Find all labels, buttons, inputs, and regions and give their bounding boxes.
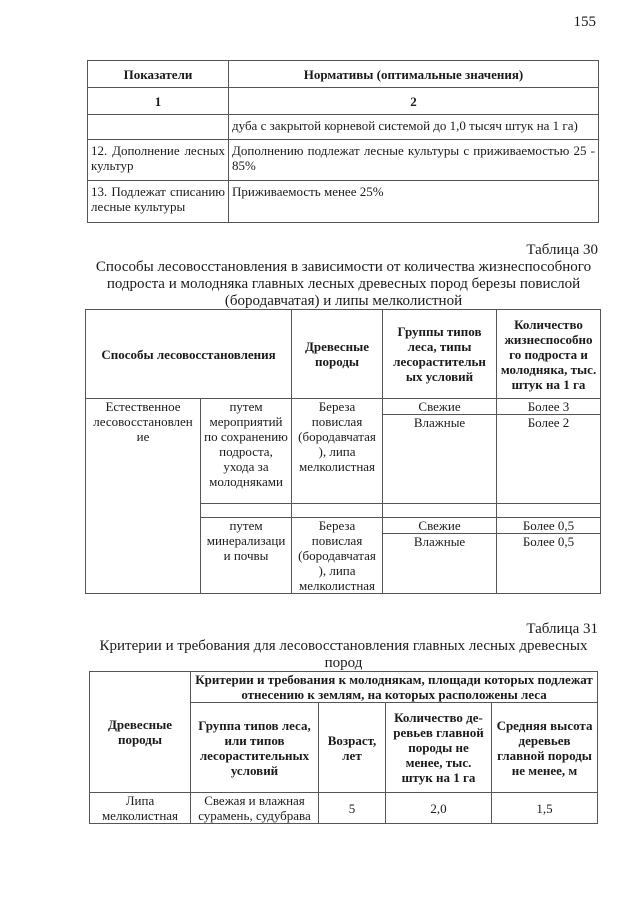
page-number: 155 [573, 14, 596, 30]
method-main-cell: Естественное лесовосстановлен ие [86, 399, 201, 594]
empty-cell [383, 504, 497, 518]
table31-label: Таблица 31 [526, 621, 598, 637]
indicator-cell: 13. Подлежат списанию лесные культуры [88, 181, 229, 223]
empty-cell [201, 504, 292, 518]
table31 [89, 671, 598, 824]
quantity-cell: Более 0,5 [497, 534, 601, 594]
header-species: Древесные породы [292, 310, 383, 399]
table31-title: Критерии и требования для лесовосстановления главных лесных древесных пород [99, 638, 588, 671]
submethod-cell: путем мероприятий по сохранению подроста, ухода за молодняками [201, 399, 292, 504]
header-age: Возраст, лет [319, 703, 386, 793]
header-indicators: Показатели [88, 61, 229, 88]
table-row [88, 115, 599, 140]
table30 [85, 309, 601, 594]
column-numbers-row [88, 88, 599, 115]
empty-cell [292, 504, 383, 518]
condition-cell: Влажные [383, 534, 497, 594]
header-avg-height: Средняя высота деревьев главной породы не менее, м [492, 703, 598, 793]
age-cell: 5 [319, 793, 386, 824]
header-forest-types: Группы типов леса, типы лесорастительн ых условий [383, 310, 497, 399]
column-number-2: 2 [229, 88, 599, 115]
condition-cell: Влажные [383, 415, 497, 504]
table-row [90, 793, 598, 824]
table-header-row [90, 672, 598, 703]
norm-cell: Дополнению подлежат лесные культуры с приживаемостью 25 - 85% [229, 140, 599, 181]
tree-count-cell: 2,0 [386, 793, 492, 824]
indicator-cell: 12. Дополнение лесных культур [88, 140, 229, 181]
table30-label: Таблица 30 [526, 242, 598, 258]
species-cell: Липа мелколистная [90, 793, 191, 824]
header-species: Древесные породы [90, 672, 191, 793]
indicator-cell [88, 115, 229, 140]
condition-cell: Свежие [383, 518, 497, 534]
table-row [88, 181, 599, 223]
norms-table-continued [87, 60, 599, 223]
header-tree-count: Количество де- ревьев главной породы не менее, тыс. штук на 1 га [386, 703, 492, 793]
species-cell: Береза повислая (бородавчатая ), липа мелколистная [292, 399, 383, 504]
forest-type-cell: Свежая и влажная сурамень, судубрава [191, 793, 319, 824]
quantity-cell: Более 0,5 [497, 518, 601, 534]
empty-cell [497, 504, 601, 518]
condition-cell: Свежие [383, 399, 497, 415]
submethod-cell: путем минерализаци и почвы [201, 518, 292, 594]
quantity-cell: Более 3 [497, 399, 601, 415]
table-header-row [88, 61, 599, 88]
header-quantity: Количество жизнеспособно го подроста и молодняка, тыс. штук на 1 га [497, 310, 601, 399]
header-norms: Нормативы (оптимальные значения) [229, 61, 599, 88]
avg-height-cell: 1,5 [492, 793, 598, 824]
header-criteria-group: Критерии и требования к молоднякам, площади которых подлежат отнесению к землям, на которых расположены леса [191, 672, 598, 703]
header-forest-type: Группа типов леса, или типов лесорастительных условий [191, 703, 319, 793]
table-row [88, 140, 599, 181]
header-method: Способы лесовосстановления [86, 310, 292, 399]
table-row [86, 399, 601, 415]
column-number-1: 1 [88, 88, 229, 115]
table-header-row [86, 310, 601, 399]
table30-title: Способы лесовосстановления в зависимости от количества жизнеспособного подроста и молодняка главных лесных древесных пород березы повислой (бородавчатая) и липы мелколистной [95, 259, 592, 309]
norm-cell: дуба с закрытой корневой системой до 1,0 тысяч штук на 1 га) [229, 115, 599, 140]
norm-cell: Приживаемость менее 25% [229, 181, 599, 223]
species-cell: Береза повислая (бородавчатая ), липа мелколистная [292, 518, 383, 594]
quantity-cell: Более 2 [497, 415, 601, 504]
